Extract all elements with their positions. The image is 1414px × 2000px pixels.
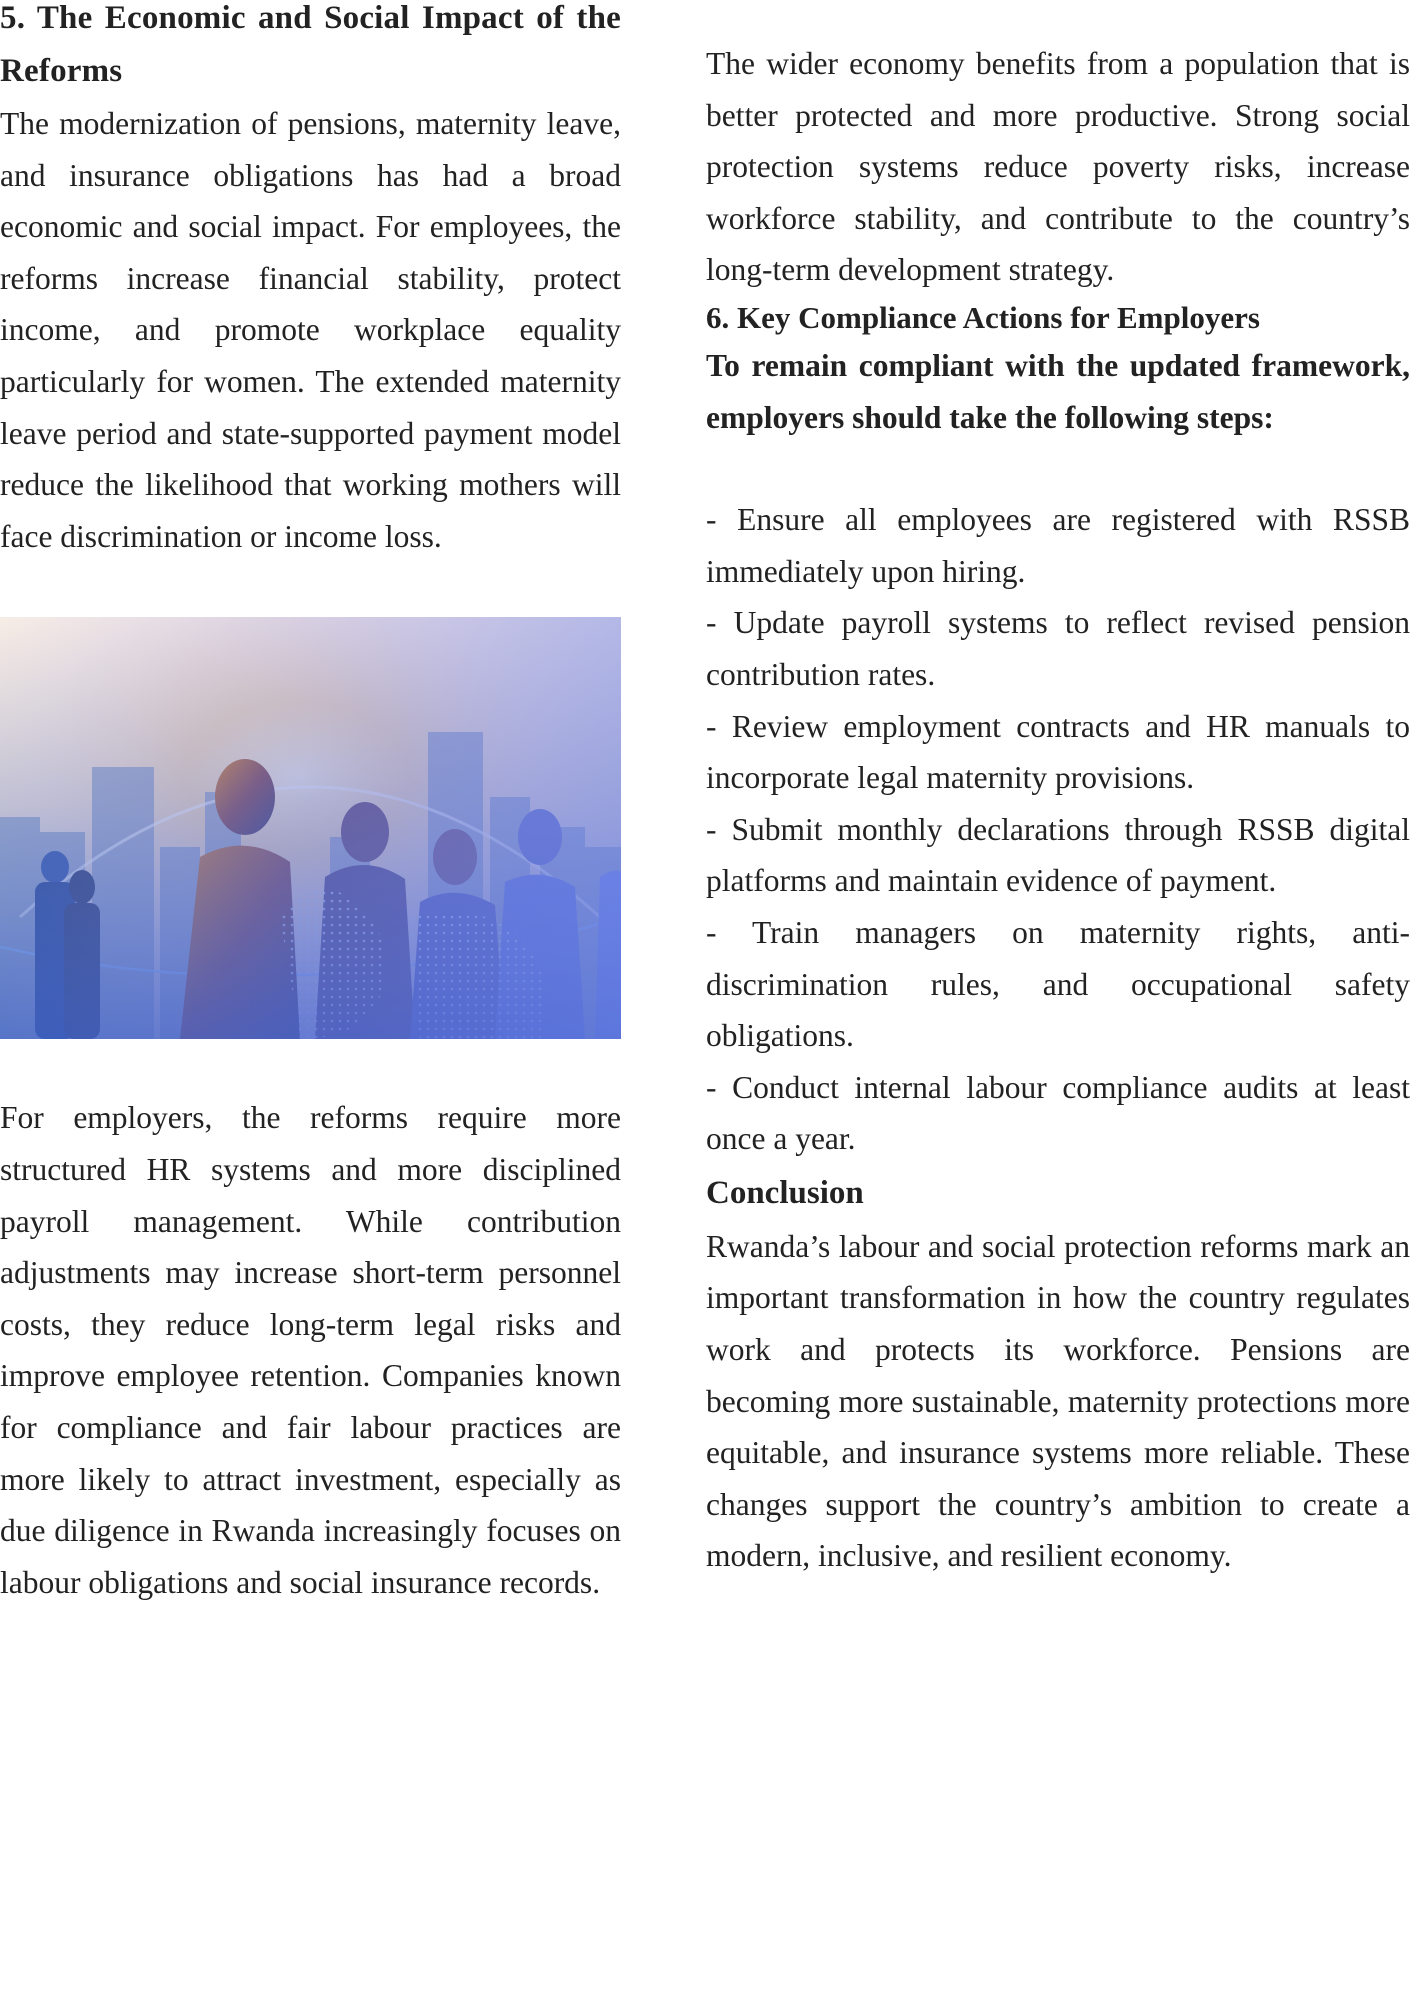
section-5-heading: 5. The Economic and Social Impact of the Reforms bbox=[0, 0, 621, 89]
list-item: - Train managers on maternity rights, anti-discrimination rules, and occupational safety obligations. bbox=[706, 914, 1410, 1054]
list-item: - Review employment contracts and HR manuals to incorporate legal maternity provisions. bbox=[706, 708, 1410, 796]
spacer bbox=[0, 1039, 621, 1092]
left-column bbox=[0, 0, 621, 1608]
compliance-intro: To remain compliant with the updated framework, employers should take the following steps: bbox=[706, 347, 1410, 435]
conclusion-paragraph: Rwanda’s labour and social protection reforms mark an important transformation in how the country regulates work and protects its workforce. Pensions are becoming more sustainable, maternity protections more equitable, and insurance systems more reliable. These changes support the country’s ambition to create a modern, inclusive, and resilient economy. bbox=[706, 1228, 1410, 1574]
article-image bbox=[0, 617, 621, 1039]
paragraph-employer-impact: For employers, the reforms require more structured HR systems and more disciplined payroll management. While contribution adjustments may increase short-term personnel costs, they reduce long-term legal risks and improve employee retention. Companies known for compliance and fair labour practices are more likely to attract investment, especially as due diligence in Rwanda increasingly focuses on labour obligations and social insurance records. bbox=[0, 1100, 621, 1600]
business-globe-illustration bbox=[0, 617, 621, 1039]
list-item: - Update payroll systems to reflect revised pension contribution rates. bbox=[706, 605, 1410, 692]
paragraph-employee-impact: The modernization of pensions, maternity leave, and insurance obligations has had a broad economic and social impact. For employees, the reforms increase financial stability, protect income, and promote workplace equality particularly for women. The extended maternity leave period and state-supported payment model reduce the likelihood that working mothers will face discrimination or income loss. bbox=[0, 106, 621, 554]
spacer bbox=[0, 562, 621, 617]
conclusion-heading: Conclusion bbox=[706, 1174, 864, 1211]
paragraph-wider-economy: The wider economy benefits from a population that is better protected and more productive. Strong social protection systems reduce poverty risks, increase workforce stability, and contribute to the country’s long-term development strategy. bbox=[706, 46, 1410, 288]
spacer bbox=[706, 443, 1410, 494]
section-6-heading: 6. Key Compliance Actions for Employers bbox=[706, 299, 1260, 335]
compliance-steps-list bbox=[706, 494, 1410, 1165]
right-column bbox=[706, 0, 1410, 1582]
list-item: - Submit monthly declarations through RSSB digital platforms and maintain evidence of payment. bbox=[706, 811, 1410, 899]
spacer bbox=[706, 0, 1410, 38]
list-item: - Conduct internal labour compliance audits at least once a year. bbox=[706, 1069, 1410, 1157]
list-item: - Ensure all employees are registered with RSSB immediately upon hiring. bbox=[706, 502, 1410, 589]
